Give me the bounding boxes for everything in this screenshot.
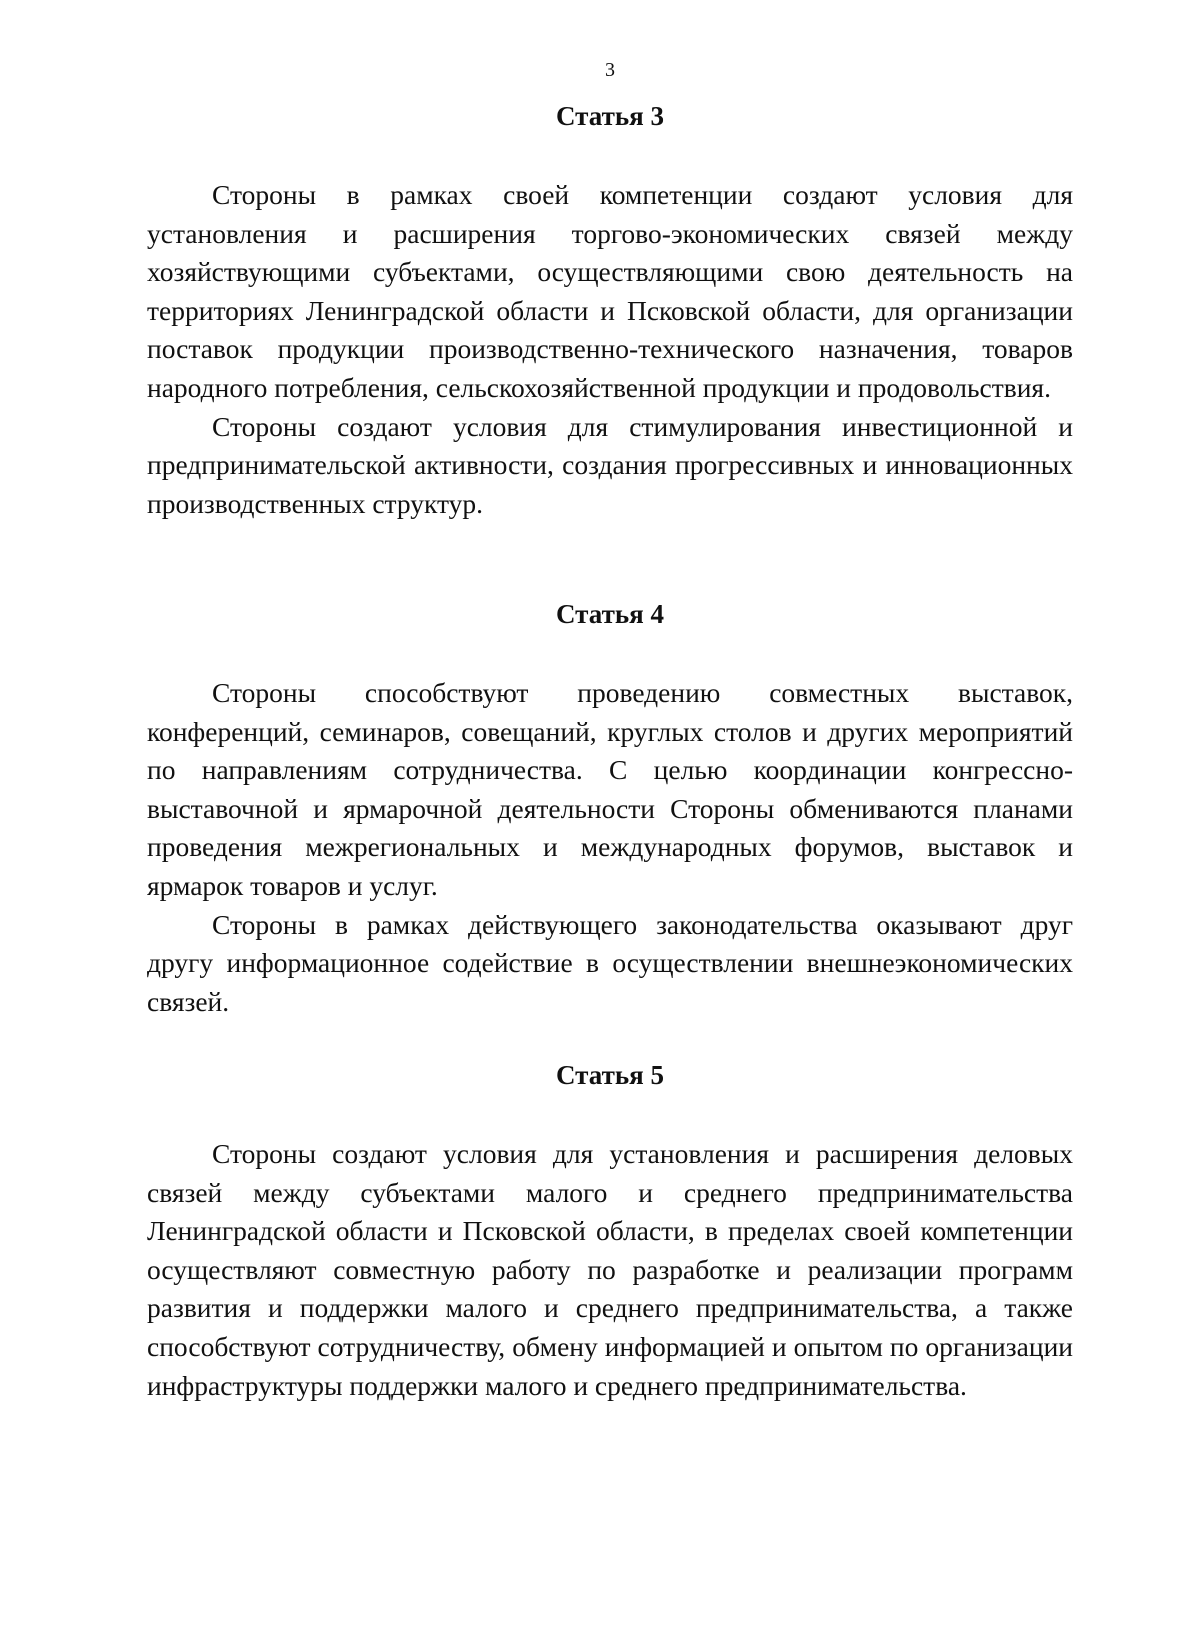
article-5	[147, 1059, 1073, 1405]
article-body	[147, 674, 1073, 1021]
paragraph: Стороны в рамках своей компетенции создают условия для установления и расширения торгово-экономических связей между хозяйствующими субъектами, осуществляющими свою деятельность на территориях Ленинградской области и Псковской области, для организации поставок продукции производственно-технического назначения, товаров народного потребления, сельскохозяйственной продукции и продовольствия.	[147, 179, 1073, 403]
paragraph: Стороны создают условия для установления и расширения деловых связей между субъектами малого и среднего предпринимательства Ленинградской области и Псковской области, в пределах своей компетенции осуществляют совместную работу по разработке и реализации программ развития и поддержки малого и среднего предпринимательства, а также способствуют сотрудничеству, обмену информацией и опытом по организации инфраструктуры поддержки малого и среднего предпринимательства.	[147, 1138, 1073, 1401]
page-number: 3	[605, 59, 615, 81]
paragraph: Стороны создают условия для стимулирования инвестиционной и предпринимательской активности, создания прогрессивных и инновационных производственных структур.	[147, 410, 1073, 519]
paragraph: Стороны способствуют проведению совместных выставок, конференций, семинаров, совещаний, круглых столов и других мероприятий по направлениям сотрудничества. С целью координации конгрессно-выставочной и ярмарочной деятельности Стороны обмениваются планами проведения межрегиональных и международных форумов, выставок и ярмарок товаров и услуг.	[147, 677, 1073, 901]
article-title: Статья 4	[556, 599, 664, 629]
article-body	[147, 1135, 1073, 1405]
article-body	[147, 176, 1073, 523]
article-3	[147, 100, 1073, 523]
article-title: Статья 5	[556, 1060, 664, 1090]
article-4	[147, 598, 1073, 1021]
article-title: Статья 3	[556, 101, 664, 131]
paragraph: Стороны в рамках действующего законодательства оказывают друг другу информационное содействие в осуществлении внешнеэкономических связей.	[147, 908, 1073, 1017]
